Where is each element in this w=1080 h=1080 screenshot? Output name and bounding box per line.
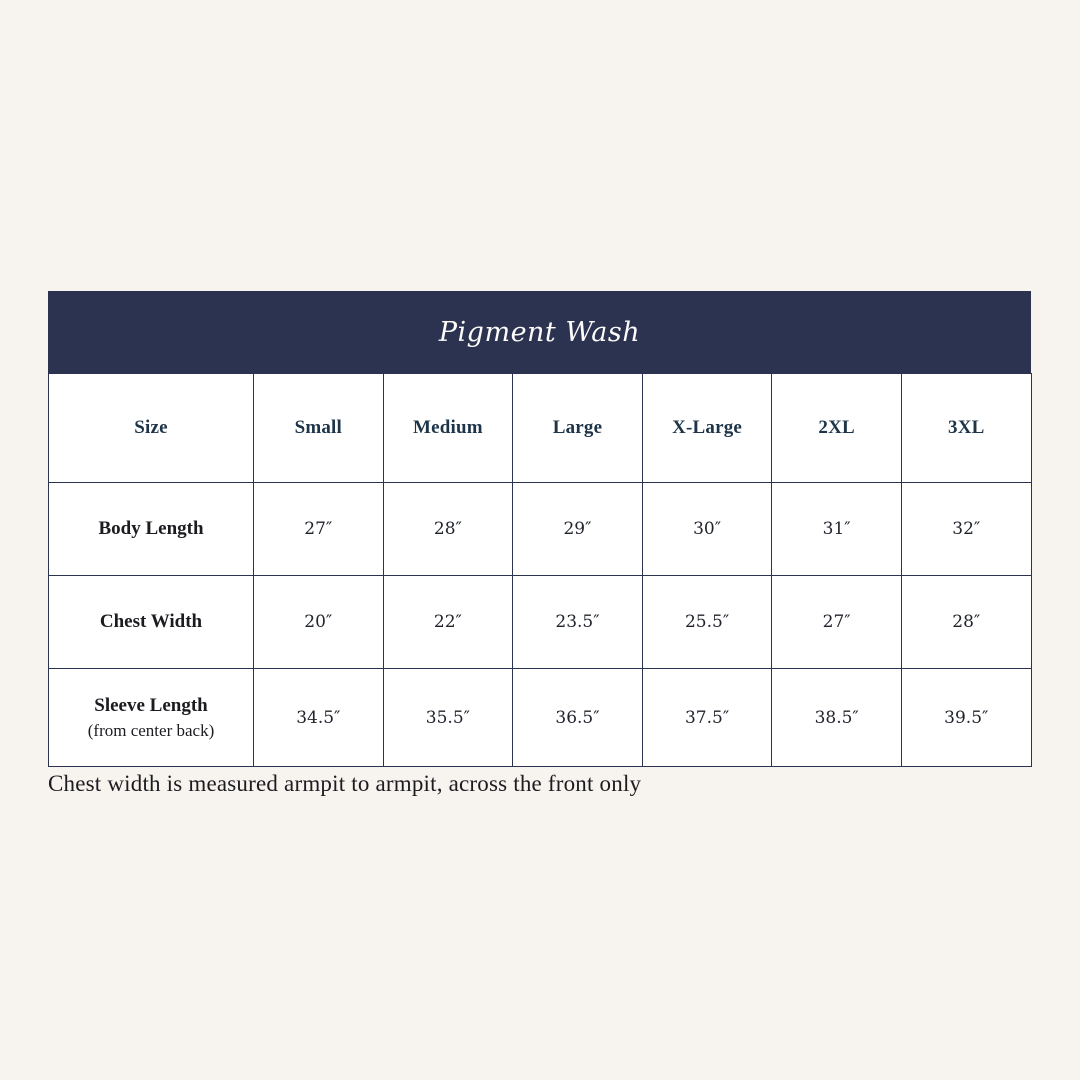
cell-body-length-2xl: 31″ [772,483,902,576]
table-row [49,483,1032,576]
cell-sleeve-length-xlarge: 37.5″ [642,669,772,767]
cell-chest-width-large: 23.5″ [513,576,643,669]
table-row [49,576,1032,669]
column-header-3xl: 3XL [901,374,1031,483]
size-chart-title-bar [48,291,1031,373]
cell-sleeve-length-large: 36.5″ [513,669,643,767]
size-chart [48,291,1031,767]
cell-chest-width-xlarge: 25.5″ [642,576,772,669]
cell-chest-width-3xl: 28″ [901,576,1031,669]
measurements-table [48,373,1032,767]
table-row [49,669,1032,767]
cell-body-length-3xl: 32″ [901,483,1031,576]
cell-chest-width-small: 20″ [254,576,384,669]
cell-chest-width-medium: 22″ [383,576,513,669]
cell-body-length-medium: 28″ [383,483,513,576]
row-label-chest-width: Chest Width [49,576,254,669]
cell-body-length-small: 27″ [254,483,384,576]
cell-sleeve-length-3xl: 39.5″ [901,669,1031,767]
row-label-sleeve-length-main: Sleeve Length [94,695,208,716]
column-header-2xl: 2XL [772,374,902,483]
row-label-sleeve-length [49,669,254,767]
cell-body-length-large: 29″ [513,483,643,576]
table-header-row [49,374,1032,483]
cell-sleeve-length-2xl: 38.5″ [772,669,902,767]
row-label-sleeve-length-note: (from center back) [87,720,215,740]
column-header-medium: Medium [383,374,513,483]
cell-sleeve-length-small: 34.5″ [254,669,384,767]
cell-chest-width-2xl: 27″ [772,576,902,669]
column-header-size: Size [49,374,254,483]
column-header-small: Small [254,374,384,483]
cell-sleeve-length-medium: 35.5″ [383,669,513,767]
column-header-large: Large [513,374,643,483]
row-label-body-length: Body Length [49,483,254,576]
cell-body-length-xlarge: 30″ [642,483,772,576]
column-header-xlarge: X-Large [642,374,772,483]
measurement-footnote: Chest width is measured armpit to armpit, across the front only [48,771,642,796]
page-title: Pigment Wash [438,316,641,348]
